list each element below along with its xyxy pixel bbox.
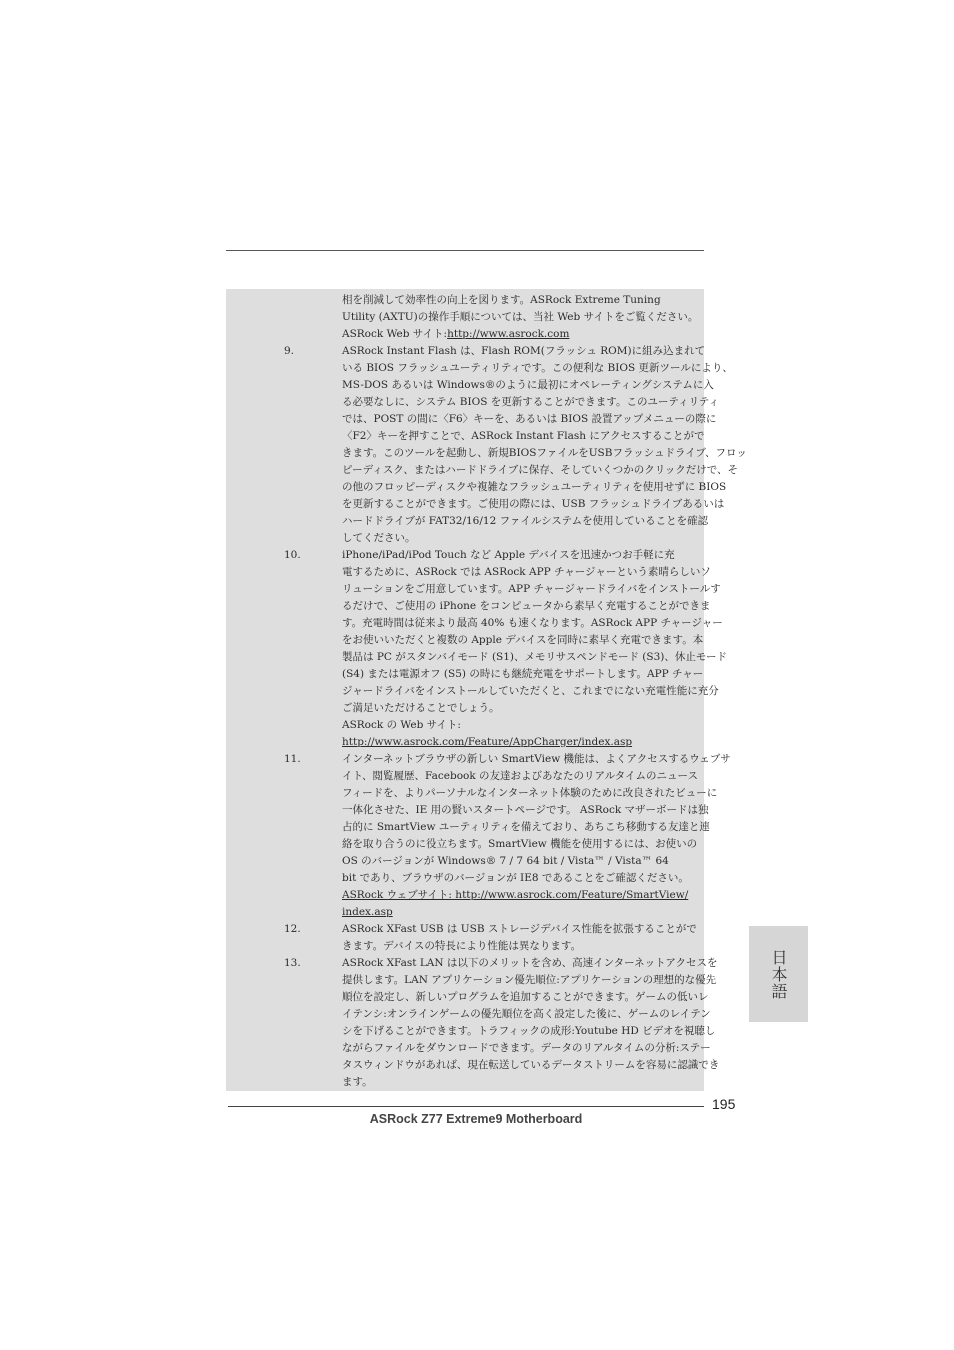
text-line: シを下げることができます。トラフィックの成形:Youtube HD ビデオを視聴し [342, 1025, 716, 1037]
text-line: ジャードライバをインストールしていただくと、これまでにない充電性能に充分 [342, 685, 719, 697]
text-line: ながらファイルをダウンロードできます。データのリアルタイムの分析:ステー [342, 1042, 711, 1054]
text-line: ASRock Instant Flash は、Flash ROM(フラッシュ ROM)に組み込まれて [342, 345, 706, 357]
text-line: を更新することができます。ご使用の際には、USB フラッシュドライブあるいは [342, 498, 725, 510]
text-line: iPhone/iPad/iPod Touch など Apple デバイスを迅速かつお手軽に充 [342, 549, 675, 561]
text-line: MS-DOS あるいは Windows®のように最初にオペレーティングシステムに入 [342, 379, 714, 391]
text-line: きます。デバイスの特長により性能は異なります。 [342, 940, 582, 952]
item-number: 12. [284, 923, 301, 935]
text-line: イテンシ:オンラインゲームの優先順位を高く設定した後に、ゲームのレイテン [342, 1008, 711, 1020]
text-line: ASRock の Web サイト: [342, 719, 461, 731]
item-body [342, 921, 704, 955]
text-line: 相を削減して効率性の向上を図ります。ASRock Extreme Tuning [342, 294, 661, 306]
text-line: 製品は PC がスタンバイモード (S1)、メモリサスペンドモード (S3)、休止モード [342, 651, 727, 663]
text-line: ASRock XFast LAN は以下のメリットを含め、高速インターネットアクセスを [342, 957, 718, 969]
text-line: をお使いいただくと複数の Apple デバイスを同時に素早く充電できます。本 [342, 634, 704, 646]
text-line: 占的に SmartView ユーティリティを備えており、あちこち移動する友達と連 [342, 821, 710, 833]
text-line: (S4) または電源オフ (S5) の時にも継続充電をサポートします。APP チャー [342, 668, 704, 680]
appcharger-link[interactable]: http://www.asrock.com/Feature/AppCharger/index.asp [342, 736, 633, 748]
text-line: ASRock Web サイト:http://www.asrock.com [342, 328, 570, 340]
text-line: きます。このツールを起動し、新規BIOSファイルをUSBフラッシュドライブ、フロッ [342, 447, 747, 459]
page-number: 195 [712, 1096, 736, 1112]
text-line: 一体化させた、IE 用の賢いスタートページです。 ASRock マザーボードは独 [342, 804, 709, 816]
list-item [226, 955, 720, 1091]
text-line: タスウィンドウがあれば、現在転送しているデータストリームを容易に認識でき [342, 1059, 720, 1071]
top-divider [226, 250, 704, 251]
text-line: いる BIOS フラッシュユーティリティです。この便利な BIOS 更新ツールにより、 [342, 362, 733, 374]
item-body [342, 955, 720, 1091]
language-tab [749, 926, 808, 1022]
text-line: Utility (AXTU)の操作手順については、当社 Web サイトをご覧ください。 [342, 311, 699, 323]
text-line: イト、閲覧履歴、Facebook の友達およびあなたのリアルタイムのニュース [342, 770, 698, 782]
text-line: してください。 [342, 532, 416, 544]
text-line: 〈F2〉キーを押すことで、ASRock Instant Flash にアクセスすることがで [342, 430, 705, 442]
text-line: 電するために、ASRock では ASRock APP チャージャーという素晴らしいソ [342, 566, 711, 578]
text-line: OS のバージョンが Windows® 7 / 7 64 bit / Vista™ / Vista™ 64 [342, 855, 669, 867]
text-line: 提供します。LAN アプリケーション優先順位:アプリケーションの理想的な優先 [342, 974, 717, 986]
text-line: ハードドライブが FAT32/16/12 ファイルシステムを使用していることを確認 [342, 515, 709, 527]
list-item [226, 547, 727, 751]
smartview-link[interactable]: ASRock ウェブサイト: http://www.asrock.com/Feature/SmartView/ [342, 889, 689, 901]
text-line: ピーディスク、またはハードドライブに保存、そしていくつかのクリックだけで、そ [342, 464, 739, 476]
item-number: 13. [284, 957, 301, 969]
text-line: インターネットブラウザの新しい SmartView 機能は、よくアクセスするウェブサ [342, 753, 731, 765]
text-line: ます。 [342, 1076, 373, 1088]
item-number: 9. [284, 345, 295, 357]
item-number: 10. [284, 549, 301, 561]
bottom-divider [228, 1106, 704, 1107]
text-line: るだけで、ご使用の iPhone をコンピュータから素早く充電することができま [342, 600, 711, 612]
text-line: の他のフロッピーディスクや複雑なフラッシュユーティリティを使用せずに BIOS [342, 481, 727, 493]
content-panel [226, 289, 747, 1091]
text-line: フィードを、よりパーソナルなインターネット体験のために改良されたビューに [342, 787, 718, 799]
text-line: る必要なしに、システム BIOS を更新することができます。このユーティリティ [342, 396, 720, 408]
smartview-link-cont[interactable]: index.asp [342, 906, 393, 918]
list-item [226, 921, 704, 955]
item-body [342, 751, 731, 921]
text-line: 順位を設定し、新しいプログラムを追加することができます。ゲームの低いレ [342, 991, 709, 1003]
language-tab-label: 日本語 [769, 948, 788, 1000]
text-line: bit であり、ブラウザのバージョンが IE8 であることをご確認ください。 [342, 872, 689, 884]
list-item [226, 343, 747, 547]
text-line: では、POST の間に〈F6〉キーを、あるいは BIOS 設置アップメニューの際に [342, 413, 717, 425]
continued-text [226, 292, 704, 343]
item-body [342, 547, 727, 751]
asrock-link[interactable]: http://www.asrock.com [447, 328, 570, 340]
text-line: 絡を取り合うのに役立ちます。SmartView 機能を使用するには、お使いの [342, 838, 698, 850]
footer-product: ASRock Z77 Extreme9 Motherboard [369, 1112, 583, 1126]
item-body [342, 292, 704, 343]
text-line: す。充電時間は従来より最高 40% も速くなります。ASRock APP チャージャー [342, 617, 723, 629]
text-line: ご満足いただけることでしょう。 [342, 702, 500, 714]
item-body [342, 343, 747, 547]
item-number: 11. [284, 753, 301, 765]
text-line: ASRock XFast USB は USB ストレージデバイス性能を拡張することがで [342, 923, 697, 935]
list-item [226, 751, 731, 921]
text-line: リューションをご用意しています。APP チャージャードライバをインストールす [342, 583, 721, 595]
